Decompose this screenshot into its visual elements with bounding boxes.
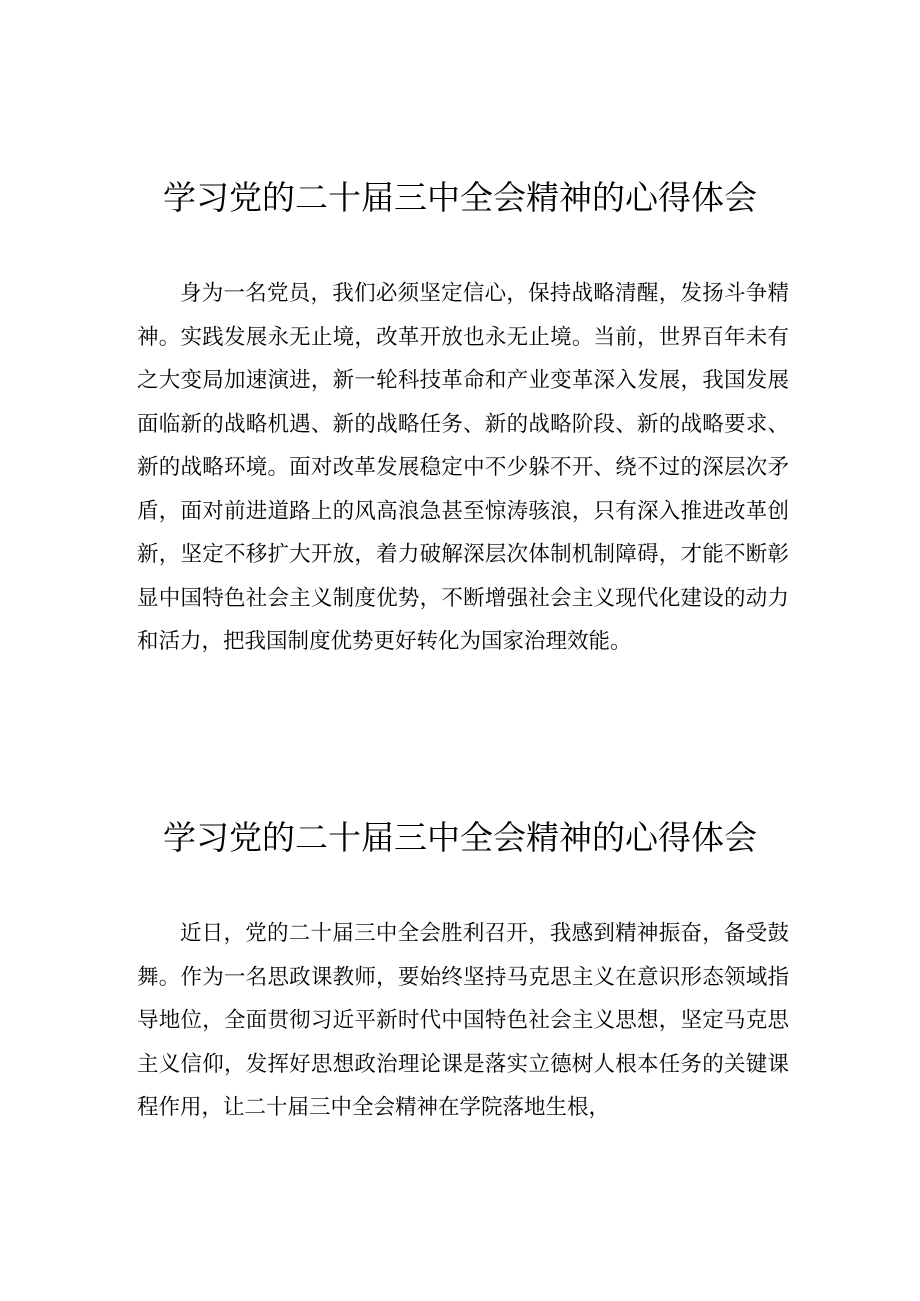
section-title: 学习党的二十届三中全会精神的心得体会 [163, 178, 757, 217]
section-title: 学习党的二十届三中全会精神的心得体会 [163, 818, 757, 857]
section-paragraph: 近日，党的二十届三中全会胜利召开，我感到精神振奋，备受鼓舞。作为一名思政课教师，要始终坚持马克思主义在意识形态领域指导地位，全面贯彻习近平新时代中国特色社会主义思想，坚定马克思主义信仰，发挥好思想政治理论课是落实立德树人根本任务的关键课程作用，让二十届三中全会精神在学院落地生根， [137, 921, 789, 1120]
section-paragraph: 身为一名党员，我们必须坚定信心，保持战略清醒，发扬斗争精神。实践发展永无止境，改革开放也永无止境。当前，世界百年未有之大变局加速演进，新一轮科技革命和产业变革深入发展，我国发展面临新的战略机遇、新的战略任务、新的战略阶段、新的战略要求、新的战略环境。面对改革发展稳定中不少躲不开、绕不过的深层次矛盾，面对前进道路上的风高浪急甚至惊涛骇浪，只有深入推进改革创新，坚定不移扩大开放，着力破解深层次体制机制障碍，才能不断彰显中国特色社会主义制度优势，不断增强社会主义现代化建设的动力和活力，把我国制度优势更好转化为国家治理效能。 [137, 281, 789, 654]
